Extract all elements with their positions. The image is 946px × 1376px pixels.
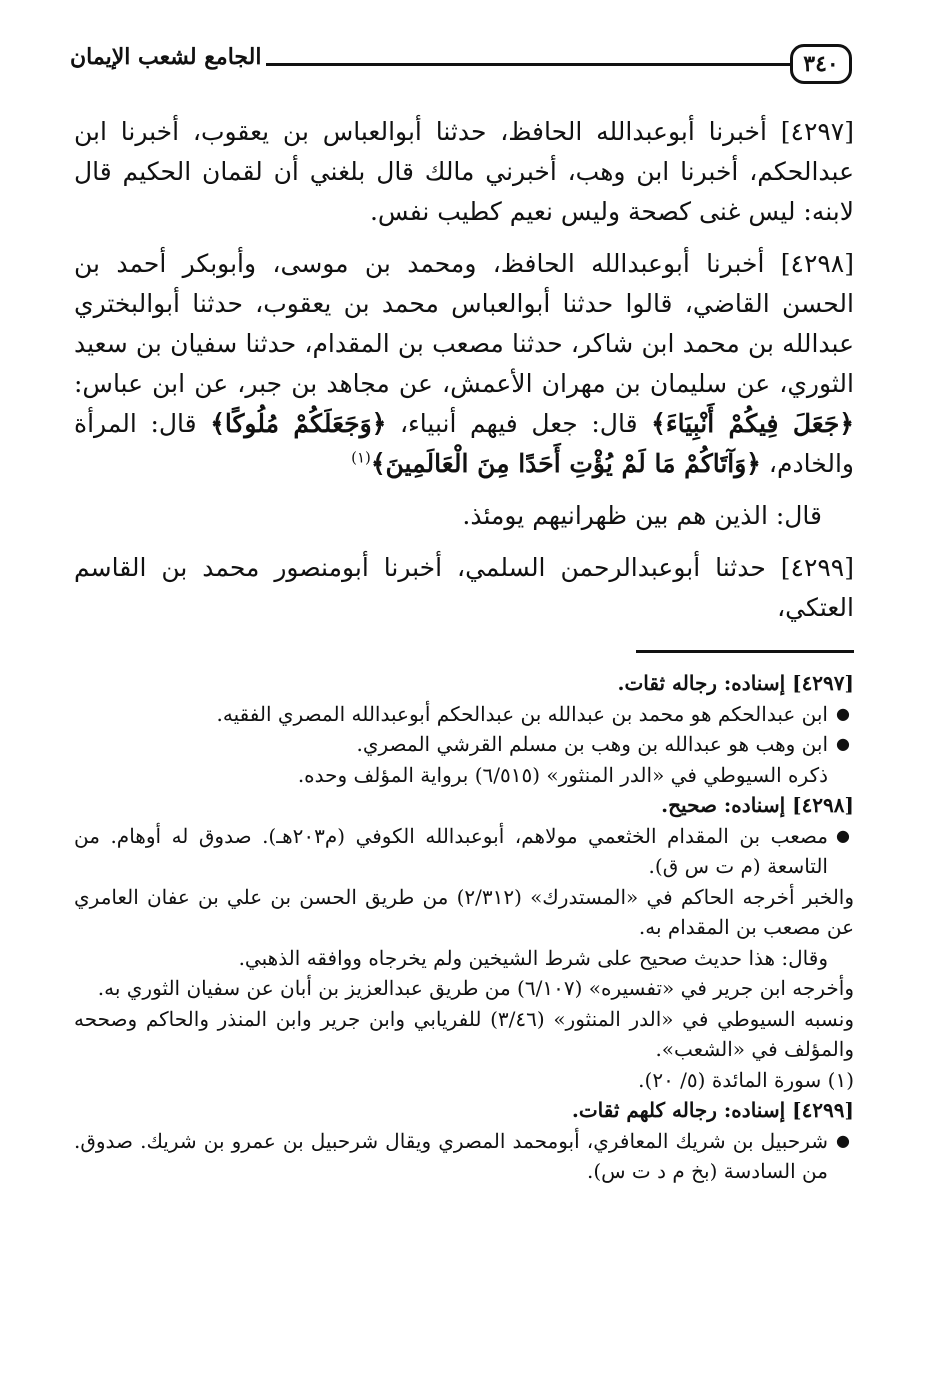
note-4297-line-3: ذكره السيوطي في «الدر المنثور» (٦/٥١٥) برواية المؤلف وحده.	[297, 762, 828, 787]
bullet-icon: ●	[836, 825, 850, 845]
hadith-4298	[74, 244, 854, 484]
hadith-4298-end: قال: الذين هم بين ظهرانيهم يومئذ.	[462, 501, 822, 530]
note-4298-line-3: وقال: هذا حديث صحيح على شرط الشيخين ولم يخرجاه ووافقه الذهبي.	[238, 945, 828, 970]
note-4299-bullet-1	[74, 1126, 854, 1187]
note-text: مصعب بن المقدام الخثعمي مولاهم، أبوعبدالله الكوفي (م٢٠٣هـ). صدوق له أوهام. من التاسعة (م ت س ق).	[74, 823, 828, 878]
hadith-4298-comment-1: قال: جعل فيهم أنبياء،	[399, 409, 638, 438]
footnote-1: (١) سورة المائدة (٥/ ٢٠).	[638, 1067, 854, 1092]
footnotes	[74, 668, 854, 1187]
note-4297-heading: [٤٢٩٧] إسناده: رجاله ثقات.	[617, 671, 854, 695]
note-4297-bullet-2	[74, 729, 854, 760]
quran-quote-2: ﴿وَجَعَلَكُمْ مُلُوكًا﴾	[210, 409, 387, 438]
note-4298-heading: [٤٢٩٨] إسناده: صحيح.	[661, 793, 854, 817]
note-text: ابن عبدالحكم هو محمد بن عبدالله بن عبدالحكم أبوعبدالله المصري الفقيه.	[216, 701, 828, 726]
bullet-icon: ●	[836, 1130, 850, 1150]
running-title: الجامع لشعب الإيمان	[70, 44, 262, 70]
hadith-4299: [٤٢٩٩] حدثنا أبوعبدالرحمن السلمي، أخبرنا أبومنصور محمد بن القاسم العتكي،	[74, 553, 854, 622]
main-text	[74, 112, 854, 640]
note-4298-line-5: ونسبه السيوطي في «الدر المنثور» (٣/٤٦) للفريابي وابن جرير وابن المنذر والحاكم وصححه والمؤلف في «الشعب».	[74, 1006, 854, 1061]
bullet-icon: ●	[836, 703, 850, 723]
note-4298-bullet-1	[74, 821, 854, 882]
hadith-4297: [٤٢٩٧] أخبرنا أبوعبدالله الحافظ، حدثنا أبوالعباس بن يعقوب، أخبرنا ابن عبدالحكم، أخبرنا ابن وهب، أخبرني مالك قال بلغني أن لقمان الحكيم قال لابنه: ليس غنى كصحة وليس نعيم كطيب نفس.	[74, 117, 854, 226]
footnote-divider	[636, 650, 854, 653]
page-number: ٣٤٠	[790, 44, 852, 84]
note-text: شرحبيل بن شريك المعافري، أبومحمد المصري ويقال شرحبيل بن عمرو بن شريك. صدوق. من السادسة (بخ م د ت س).	[74, 1128, 828, 1183]
note-4297-bullet-1	[74, 699, 854, 730]
hadith-4298-chain: [٤٢٩٨] أخبرنا أبوعبدالله الحافظ، ومحمد بن موسى، وأبوبكر أحمد بن الحسن القاضي، قالوا حدثنا أبوالعباس محمد بن يعقوب، حدثنا أبوالبختري عبدالله بن محمد ابن شاكر، حدثنا مصعب بن المقدام، حدثنا سفيان بن سعيد الثوري، عن سليمان بن مهران الأعمش، عن مجاهد بن جبر، عن ابن عباس:	[74, 249, 854, 398]
quran-quote-1: ﴿جَعَلَ فِيكُمْ أَنْبِيَاءَ﴾	[651, 409, 854, 438]
page-header	[70, 40, 852, 96]
header-rule	[266, 63, 790, 66]
footnote-marker: (١)	[351, 448, 371, 467]
note-4298-line-2: والخبر أخرجه الحاكم في «المستدرك» (٢/٣١٢) من طريق الحسن بن علي بن عفان العامري عن مصعب بن المقدام به.	[74, 884, 855, 939]
note-4299-heading: [٤٢٩٩] إسناده: رجاله كلهم ثقات.	[571, 1098, 854, 1122]
quran-quote-3: ﴿وَآتَاكُمْ مَا لَمْ يُؤْتِ أَحَدًا مِنَ الْعَالَمِينَ﴾	[370, 449, 761, 478]
hadith-4298-comment-2: قال: المرأة والخادم،	[74, 409, 854, 478]
note-4298-line-4: وأخرجه ابن جرير في «تفسيره» (٦/١٠٧) من طريق عبدالعزيز بن أبان عن سفيان الثوري به.	[97, 976, 854, 1000]
bullet-icon: ●	[836, 734, 850, 753]
note-text: ابن وهب هو عبدالله بن وهب بن مسلم القرشي المصري.	[356, 732, 828, 756]
